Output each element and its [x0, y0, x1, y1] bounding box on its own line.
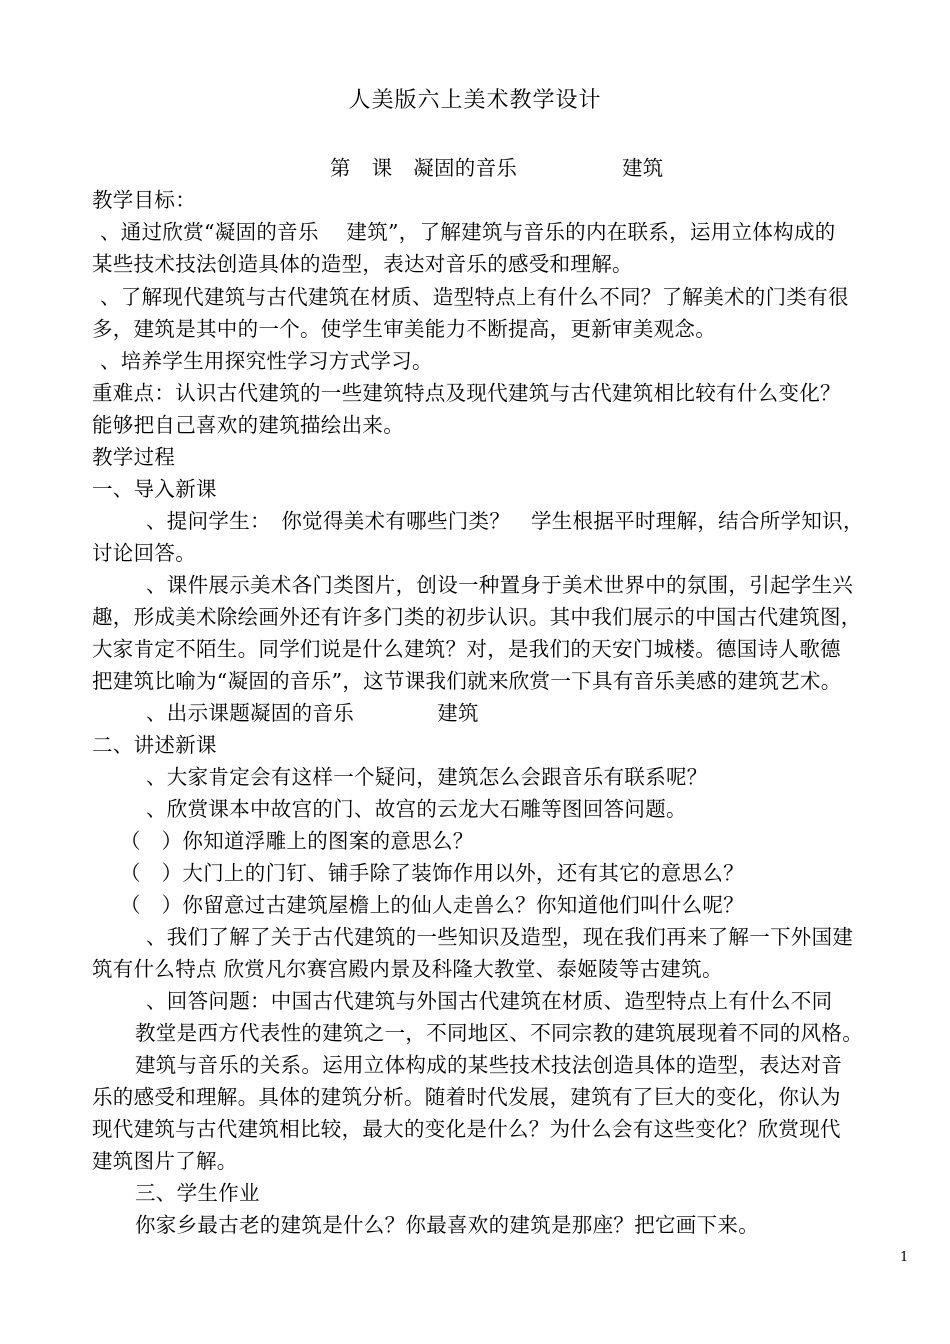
section-heading-homework: 三、学生作业: [135, 1181, 260, 1205]
text-line: 、欣赏课本中故宫的门、故宫的云龙大石雕等图回答问题。: [146, 797, 687, 821]
section-heading-intro: 一、导入新课: [92, 477, 217, 501]
text-line: 、培养学生用探究性学习方式学习。: [100, 349, 433, 373]
text-line: 某些技术技法创造具体的造型，表达对音乐的感受和理解。: [92, 252, 633, 276]
text-line: 、大家肯定会有这样一个疑问，建筑怎么会跟音乐有联系呢？: [146, 765, 708, 789]
text-line: 、回答问题：中国古代建筑与外国古代建筑在材质、造型特点上有什么不同: [146, 989, 833, 1013]
text-line: 现代建筑与古代建筑相比较，最大的变化是什么？为什么会有这些变化？欣赏现代: [92, 1117, 841, 1141]
section-heading-process: 教学过程: [92, 445, 176, 469]
question-line: （ ）你知道浮雕上的图案的意思么？: [120, 829, 474, 853]
text-line: 你家乡最古老的建筑是什么？你最喜欢的建筑是那座？把它画下来。: [135, 1213, 759, 1237]
text-line: 重难点：认识古代建筑的一些建筑特点及现代建筑与古代建筑相比较有什么变化？: [92, 381, 841, 405]
text-line: 、提问学生： 你觉得美术有哪些门类？ 学生根据平时理解，结合所学知识，: [146, 509, 864, 533]
text-line: 大家肯定不陌生。同学们说是什么建筑？对，是我们的天安门城楼。德国诗人歌德: [92, 637, 841, 661]
text-line: 、了解现代建筑与古代建筑在材质、造型特点上有什么不同？了解美术的门类有很: [100, 285, 849, 309]
text-line: 教堂是西方代表性的建筑之一，不同地区、不同宗教的建筑展现着不同的风格。: [135, 1021, 863, 1045]
text-line: 、课件展示美术各门类图片，创设一种置身于美术世界中的氛围，引起学生兴: [146, 573, 854, 597]
text-line: 把建筑比喻为“凝固的音乐”，这节课我们就来欣赏一下具有音乐美感的建筑艺术。: [92, 669, 842, 693]
text-line: 讨论回答。: [92, 541, 196, 565]
question-line: （ ）大门上的门钉、铺手除了装饰作用以外，还有其它的意思么？: [120, 861, 744, 885]
question-line: （ ）你留意过古建筑屋檐上的仙人走兽么？你知道他们叫什么呢？: [120, 893, 744, 917]
text-line: 、出示课题凝固的音乐 建筑: [146, 701, 479, 725]
lesson-subtitle: 第 课 凝固的音乐: [330, 156, 518, 180]
text-line: 多，建筑是其中的一个。使学生审美能力不断提高，更新审美观念。: [92, 317, 716, 341]
text-line: 筑有什么特点 欣赏凡尔赛宫殿内景及科隆大教堂、泰姬陵等古建筑。: [92, 957, 723, 981]
lesson-subtitle-topic: 建筑: [622, 156, 664, 180]
text-line: 建筑图片了解。: [92, 1149, 238, 1173]
text-line: 能够把自己喜欢的建筑描绘出来。: [92, 413, 404, 437]
text-line: 、我们了解了关于古代建筑的一些知识及造型，现在我们再来了解一下外国建: [146, 925, 854, 949]
text-line: 趣，形成美术除绘画外还有许多门类的初步认识。其中我们展示的中国古代建筑图，: [92, 605, 862, 629]
page-title: 人美版六上美术教学设计: [348, 88, 602, 113]
text-line: 、通过欣赏“凝固的音乐 建筑”，了解建筑与音乐的内在联系，运用立体构成的: [100, 220, 836, 244]
text-line: 建筑与音乐的关系。运用立体构成的某些技术技法创造具体的造型，表达对音: [135, 1053, 843, 1077]
text-line: 乐的感受和理解。具体的建筑分析。随着时代发展，建筑有了巨大的变化，你认为: [92, 1085, 841, 1109]
page-number: 1: [900, 1250, 909, 1265]
section-heading-goals: 教学目标：: [92, 188, 196, 212]
section-heading-new-lesson: 二、讲述新课: [92, 733, 217, 757]
